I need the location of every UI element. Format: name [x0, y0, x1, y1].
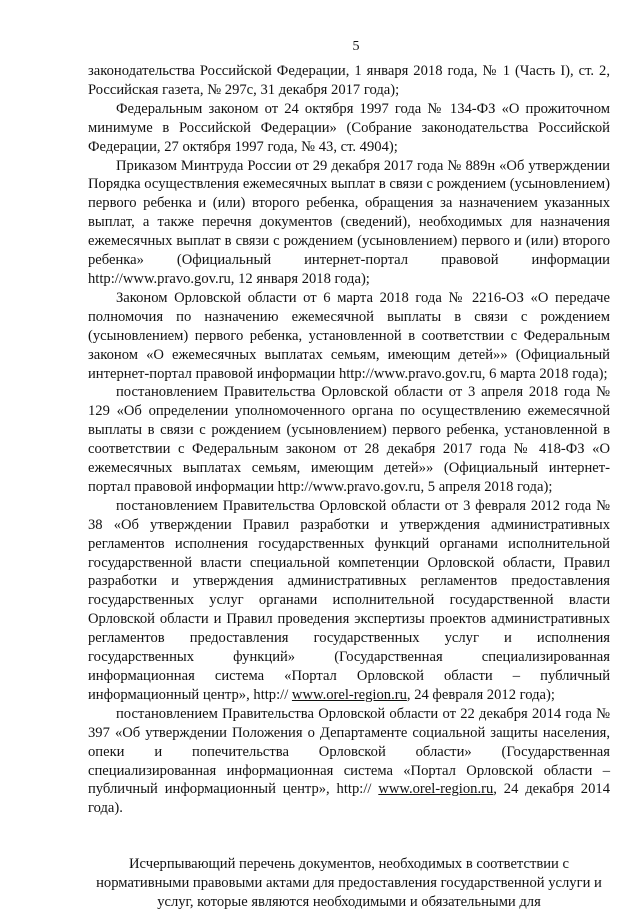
- paragraph-text: постановлением Правительства Орловской области от 3 февраля 2012 года № 38 «Об утверждении Правил разработки и утверждения административных регламентов исполнения государственных функций органами исполнительной государственной власти специальной компетенции Орловской области, Правил разработки и утверждения административных регламентов предоставления государственных услуг органами исполнительной государственной власти Орловской области и Правил проведения экспертизы проектов административных регламентов предоставления государственных услуг и исполнения государственных функций» (Государственная специализированная информационная система «Портал Орловской области – публичный информационный центр», http://: [88, 497, 610, 703]
- paragraph-resolution-38: [88, 497, 610, 705]
- paragraph-resolution-397: [88, 705, 610, 818]
- orel-region-link[interactable]: www.orel-region.ru: [291, 686, 407, 703]
- paragraph-text: , 24 февраля 2012 года);: [406, 686, 555, 703]
- section-heading: Исчерпывающий перечень документов, необходимых в соответствии с нормативными правовыми актами для предоставления государственной услуги и услуг, которые являются необходимыми и обязательными для: [96, 856, 602, 911]
- paragraph-text: постановлением Правительства Орловской области от 22 декабря 2014 года № 397 «Об утверждении Положения о Департаменте социальной защиты населения, опеки и попечительства Орловской области» (Государственная специализированная информационная система «Портал Орловской области – публичный информационный центр», http://: [88, 705, 610, 798]
- paragraph-oryol-law-2216: Законом Орловской области от 6 марта 2018 года № 2216-ОЗ «О передаче полномочия по назначению ежемесячной выплаты в связи с рождением (усыновлением) первого ребенка, установленной в соответствии с Федеральным законом «О ежемесячных выплатах семьям, имеющим детей»» (Официальный интернет-портал правовой информации http://www.pravo.gov.ru, 6 марта 2018 года);: [88, 289, 610, 382]
- page-number: 5: [352, 39, 360, 54]
- paragraph-resolution-129: постановлением Правительства Орловской области от 3 апреля 2018 года № 129 «Об определении уполномоченного органа по осуществлению ежемесячной выплаты в связи с рождением (усыновлением) первого ребенка, установленной в соответствии с Федеральным законом от 28 декабря 2017 года № 418-ФЗ «О ежемесячных выплатах семьям, имеющим детей»» (Официальный интернет-портал правовой информации http://www.pravo.gov.ru, 5 апреля 2018 года);: [88, 384, 610, 495]
- paragraph-federal-law-134: Федеральным законом от 24 октября 1997 года № 134-ФЗ «О прожиточном минимуме в Российской Федерации» (Собрание законодательства Российской Федерации, 27 октября 1997 года, № 43, ст. 4904);: [88, 100, 610, 155]
- orel-region-link[interactable]: www.orel-region.ru: [378, 781, 494, 798]
- paragraph-order-mintrud-889n: Приказом Минтруда России от 29 декабря 2017 года № 889н «Об утверждении Порядка осуществления ежемесячных выплат в связи с рождением (усыновлением) первого ребенка и (или) второго ребенка, обращения за назначением указанных выплат, а также перечня документов (сведений), необходимых для назначения ежемесячных выплат в связи с рождением (усыновлением) первого и (или) второго ребенка» (Официальный интернет-портал правовой информации http://www.pravo.gov.ru, 12 января 2018 года);: [88, 157, 610, 287]
- paragraph-text: , 24 декабря 2014 года).: [88, 781, 610, 817]
- paragraph-continuation: законодательства Российской Федерации, 1 января 2018 года, № 1 (Часть I), ст. 2, Российская газета, № 297с, 31 декабря 2017 года);: [88, 63, 610, 98]
